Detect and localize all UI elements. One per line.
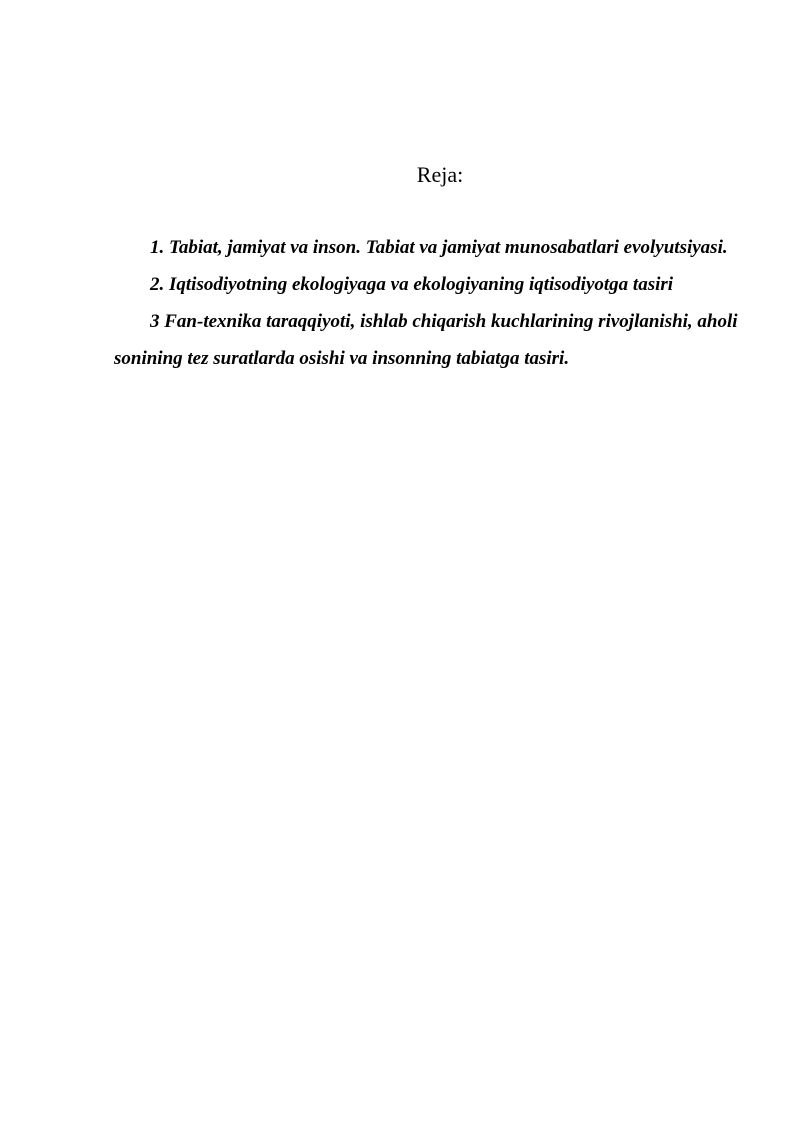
plan-item-2: 2. Iqtisodiyotning ekologiyaga va ekologiyaning iqtisodiyotga tasiri xyxy=(150,274,674,295)
plan-item-1: 1. Tabiat, jamiyat va inson. Tabiat va jamiyat munosabatlari evolyutsiyasi. xyxy=(150,237,728,258)
plan-list xyxy=(114,229,754,377)
plan-item-3: 3 Fan-texnika taraqqiyoti, ishlab chiqarish kuchlarining rivojlanishi, aholi sonining tez suratlarda osishi va insonning tabiatga tasiri. xyxy=(114,311,738,369)
page-title: Reja: xyxy=(416,162,464,187)
